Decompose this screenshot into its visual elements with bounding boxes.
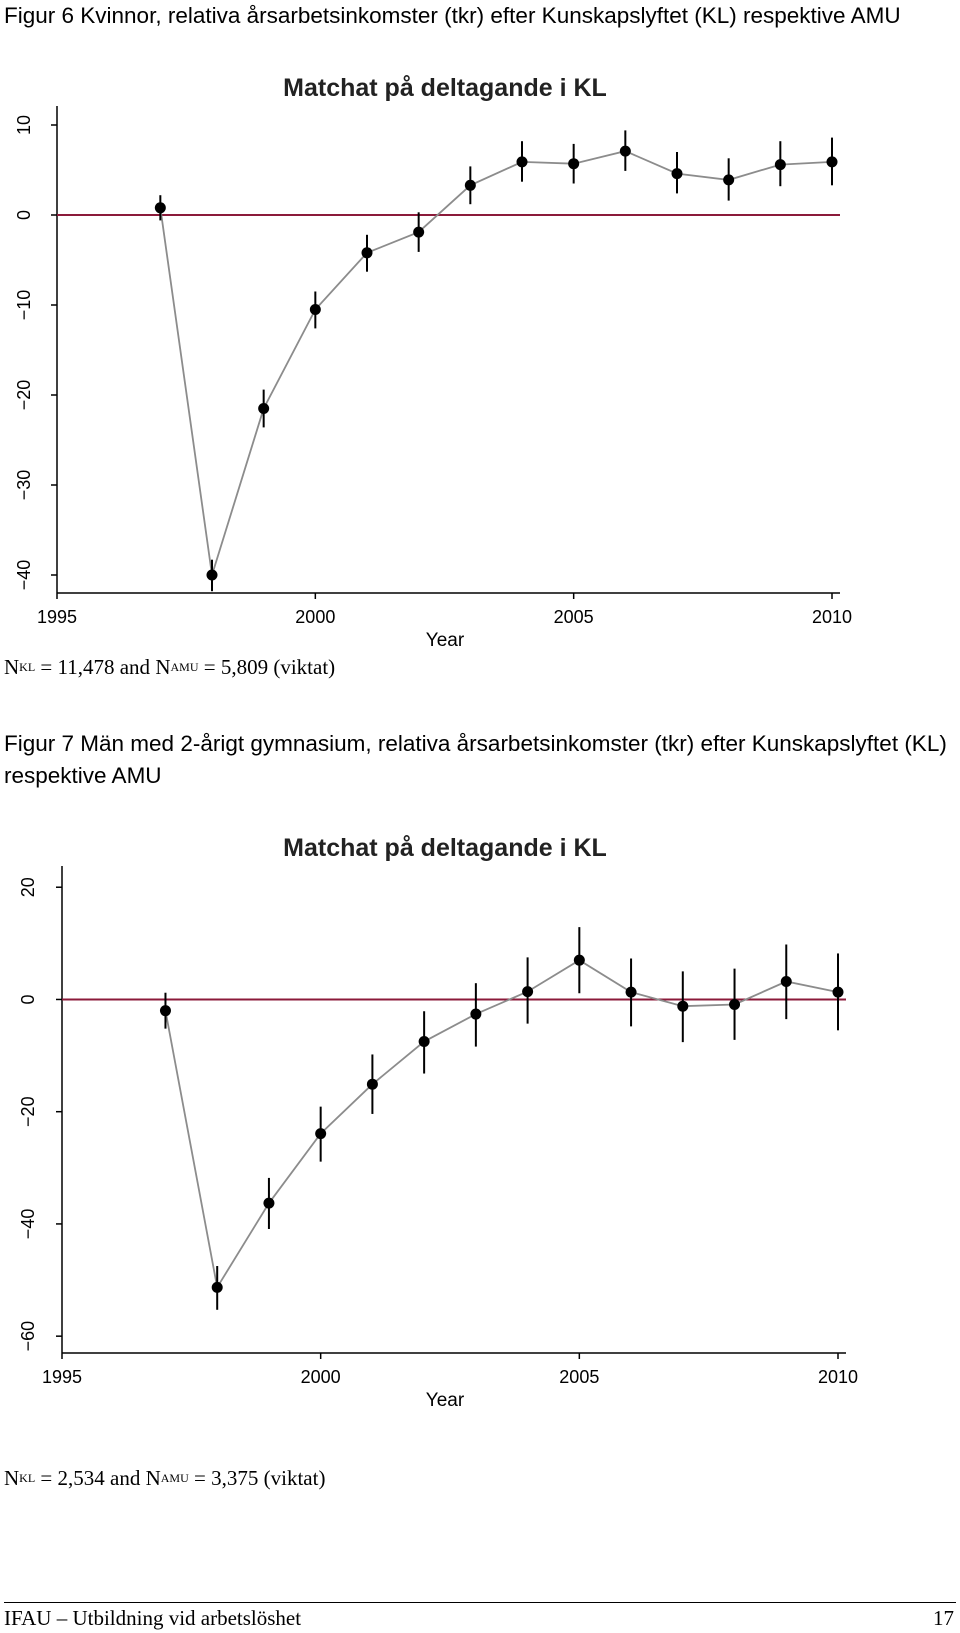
n-kl-sup: KL bbox=[19, 660, 36, 674]
y-tick-label: −10 bbox=[14, 289, 34, 321]
x-tick-label: 2000 bbox=[300, 1367, 341, 1387]
n-kl-sup: KL bbox=[19, 1471, 36, 1485]
y-tick-label: −20 bbox=[18, 1096, 38, 1127]
n-amu-sup: AMU bbox=[170, 660, 199, 674]
data-point bbox=[677, 1001, 688, 1012]
data-point bbox=[522, 986, 533, 997]
n-amu-sup: AMU bbox=[160, 1471, 189, 1485]
n-kl-value: = 11,478 and bbox=[35, 655, 156, 679]
data-point bbox=[626, 987, 637, 998]
page-number: 17 bbox=[933, 1606, 954, 1630]
data-point bbox=[362, 247, 373, 258]
y-tick-label: −30 bbox=[14, 469, 34, 501]
data-point bbox=[413, 227, 424, 238]
data-point bbox=[827, 156, 838, 167]
n-amu-value: = 5,809 (viktat) bbox=[198, 655, 336, 679]
x-tick-label: 2005 bbox=[553, 607, 594, 627]
x-tick-label: 1995 bbox=[41, 1367, 83, 1387]
y-tick-label: −60 bbox=[18, 1320, 38, 1352]
data-point bbox=[160, 1005, 171, 1016]
n-label: N bbox=[4, 1466, 20, 1490]
y-tick-label: 10 bbox=[14, 114, 34, 136]
n-label: N bbox=[145, 1466, 161, 1490]
data-point bbox=[781, 976, 792, 987]
data-point bbox=[672, 168, 683, 179]
data-point bbox=[155, 202, 166, 213]
data-point bbox=[258, 403, 269, 414]
data-point bbox=[367, 1079, 378, 1090]
x-tick-label: 2005 bbox=[559, 1367, 600, 1387]
data-point bbox=[419, 1036, 430, 1047]
data-point bbox=[517, 156, 528, 167]
y-tick-label: −20 bbox=[14, 379, 34, 411]
y-tick-label: −40 bbox=[18, 1208, 38, 1240]
y-tick-label: 0 bbox=[14, 209, 34, 221]
data-point bbox=[470, 1009, 481, 1020]
data-point bbox=[310, 304, 321, 315]
x-tick-label: 1995 bbox=[36, 607, 78, 627]
data-point bbox=[574, 955, 585, 966]
n-label: N bbox=[4, 655, 20, 679]
y-tick-label: 0 bbox=[18, 994, 38, 1005]
n-kl-value: = 2,534 and bbox=[35, 1466, 146, 1490]
data-point bbox=[568, 158, 579, 169]
data-point bbox=[723, 174, 734, 185]
footer-title: IFAU – Utbildning vid arbetslöshet bbox=[4, 1606, 302, 1630]
figure-6-caption: Figur 6 Kvinnor, relativa årsarbetsinkomster (tkr) efter Kunskapslyftet (KL) respektive AMU bbox=[4, 3, 901, 28]
n-label: N bbox=[155, 655, 171, 679]
x-tick-label: 2010 bbox=[817, 1367, 859, 1387]
x-tick-label: 2010 bbox=[811, 607, 853, 627]
y-tick-label: 20 bbox=[18, 877, 38, 898]
chart-title: Matchat på deltagande i KL bbox=[283, 834, 607, 862]
data-point bbox=[263, 1198, 274, 1209]
chart-title: Matchat på deltagande i KL bbox=[283, 74, 607, 102]
data-point bbox=[833, 987, 844, 998]
data-point bbox=[207, 570, 218, 581]
data-point bbox=[729, 999, 740, 1010]
data-point bbox=[212, 1282, 223, 1293]
figure-7-caption: Figur 7 Män med 2-årigt gymnasium, relativa årsarbetsinkomster (tkr) efter Kunskapslyftet (KL) respektive AMU bbox=[4, 731, 947, 788]
figure-6-sample-note bbox=[4, 655, 335, 680]
data-point bbox=[775, 159, 786, 170]
y-tick-label: −40 bbox=[14, 559, 34, 591]
figure-6-chart bbox=[0, 66, 960, 656]
data-point bbox=[465, 180, 476, 191]
figure-7-chart bbox=[0, 826, 960, 1466]
x-axis-label: Year bbox=[425, 1390, 465, 1411]
x-tick-label: 2000 bbox=[295, 607, 336, 627]
x-axis-label: Year bbox=[425, 630, 465, 651]
data-point bbox=[315, 1128, 326, 1139]
n-amu-value: = 3,375 (viktat) bbox=[188, 1466, 326, 1490]
figure-7-sample-note bbox=[4, 1466, 325, 1491]
footer-rule bbox=[4, 1602, 956, 1603]
data-point bbox=[620, 146, 631, 157]
